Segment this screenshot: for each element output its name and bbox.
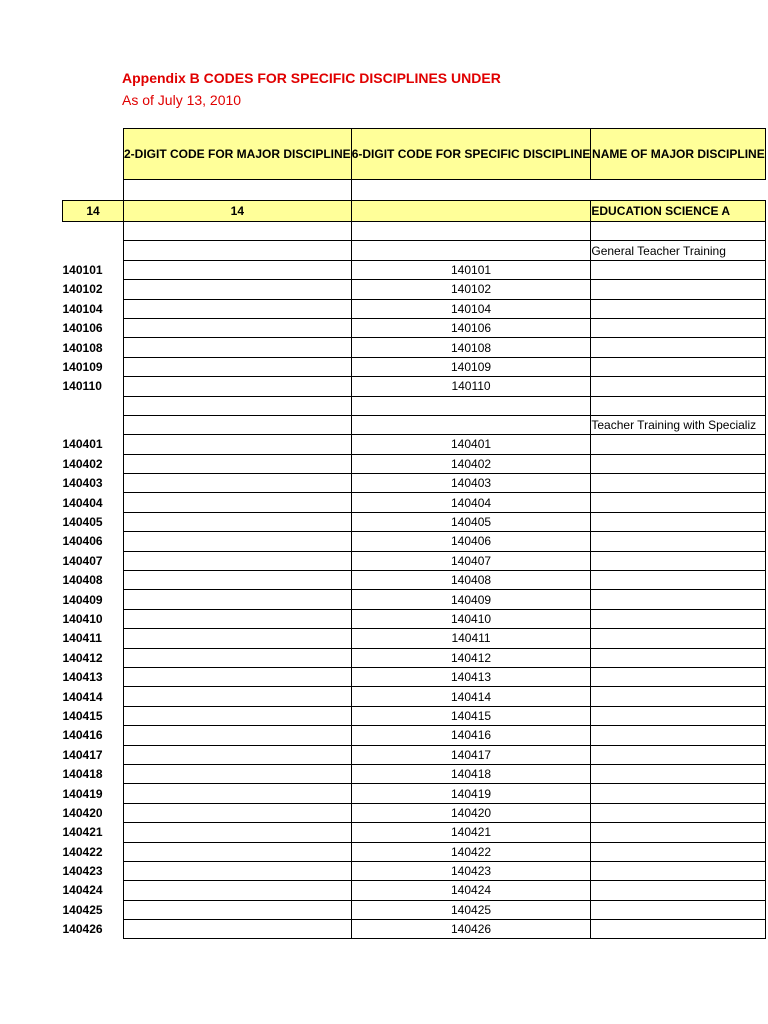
row-discipline-name[interactable] [591,629,766,648]
row-discipline-name[interactable] [591,299,766,318]
row-2digit-code[interactable] [124,687,352,706]
row-discipline-name[interactable] [591,318,766,337]
row-discipline-name[interactable] [591,881,766,900]
row-discipline-name[interactable] [591,590,766,609]
row-discipline-name[interactable] [591,377,766,396]
row-6digit-code[interactable]: 140422 [351,842,591,861]
row-lead-code: 140102 [62,282,103,297]
cell-empty[interactable] [351,396,591,415]
spacer-row [63,396,766,415]
row-2digit-code[interactable] [124,706,352,725]
row-2digit-code[interactable] [124,512,352,531]
row-lead-code: 140109 [62,359,103,374]
row-6digit-code[interactable]: 140404 [351,493,591,512]
row-lead-code: 140422 [62,844,103,859]
cell-empty[interactable] [591,222,766,241]
row-6digit-code[interactable]: 140102 [351,280,591,299]
group-name[interactable]: General Teacher Training [591,241,766,260]
table-row [63,609,766,628]
cell-empty[interactable] [351,415,591,434]
row-2digit-code[interactable] [124,532,352,551]
spacer-row [63,222,766,241]
row-2digit-code[interactable] [124,823,352,842]
cell-empty[interactable] [124,222,352,241]
row-lead-code: 140101 [62,262,103,277]
header-6digit[interactable]: 6-DIGIT CODE FOR SPECIFIC DISCIPLINE [351,129,591,180]
header-2digit[interactable]: 2-DIGIT CODE FOR MAJOR DISCIPLINE [124,129,352,180]
table-row [63,435,766,454]
row-lead-code: 140421 [62,825,103,840]
row-2digit-code[interactable] [124,881,352,900]
row-2digit-code[interactable] [124,377,352,396]
row-2digit-code[interactable] [124,764,352,783]
cell-empty [63,222,124,241]
row-lead-code: 140401 [62,437,103,452]
table-row [63,590,766,609]
row-6digit-code[interactable]: 140409 [351,590,591,609]
row-lead-code: 140415 [62,708,103,723]
row-6digit-code[interactable]: 140401 [351,435,591,454]
row-lead-code: 140407 [62,553,103,568]
row-2digit-code[interactable] [124,726,352,745]
cell-empty [63,415,124,434]
row-lead-code: 140423 [62,864,103,879]
cell-empty[interactable] [124,241,352,260]
row-6digit-code[interactable]: 140108 [351,338,591,357]
row-discipline-name[interactable] [591,842,766,861]
row-discipline-name[interactable] [591,667,766,686]
cell-empty [591,180,766,201]
table-row [63,745,766,764]
row-discipline-name[interactable] [591,493,766,512]
row-discipline-name[interactable] [591,861,766,880]
row-2digit-code[interactable] [124,571,352,590]
row-2digit-code[interactable] [124,667,352,686]
table-row [63,551,766,570]
row-2digit-code[interactable] [124,629,352,648]
row-6digit-code[interactable]: 140407 [351,551,591,570]
row-6digit-code[interactable]: 140421 [351,823,591,842]
table-row [63,512,766,531]
table-row [63,726,766,745]
row-discipline-name[interactable] [591,280,766,299]
row-2digit-code[interactable] [124,784,352,803]
row-6digit-code[interactable]: 140101 [351,260,591,279]
row-6digit-code[interactable]: 140426 [351,920,591,939]
row-discipline-name[interactable] [591,454,766,473]
row-2digit-code[interactable] [124,280,352,299]
row-2digit-code[interactable] [124,745,352,764]
row-2digit-code[interactable] [124,920,352,939]
cell-empty [63,241,124,260]
row-6digit-code[interactable]: 140408 [351,571,591,590]
row-6digit-code[interactable]: 140413 [351,667,591,686]
document-date: As of July 13, 2010 [122,92,242,108]
table-row [63,784,766,803]
row-discipline-name[interactable] [591,357,766,376]
row-6digit-code[interactable]: 140406 [351,532,591,551]
table-row [63,280,766,299]
row-discipline-name[interactable] [591,745,766,764]
row-6digit-code[interactable]: 140403 [351,474,591,493]
major-6digit-code[interactable] [351,201,591,222]
table-row [63,629,766,648]
row-discipline-name[interactable] [591,726,766,745]
row-lead-code: 140403 [62,476,103,491]
row-lead-code: 140414 [62,689,103,704]
row-6digit-code[interactable]: 140419 [351,784,591,803]
cell-empty[interactable] [124,396,352,415]
cell-empty [63,180,124,201]
table-row [63,260,766,279]
cell-empty[interactable] [591,396,766,415]
table-row [63,842,766,861]
row-2digit-code[interactable] [124,551,352,570]
table-row [63,706,766,725]
row-6digit-code[interactable]: 140416 [351,726,591,745]
row-6digit-code[interactable]: 140420 [351,803,591,822]
row-lead-code: 140409 [62,592,103,607]
row-discipline-name[interactable] [591,784,766,803]
row-2digit-code[interactable] [124,861,352,880]
group-header-row [63,415,766,434]
row-discipline-name[interactable] [591,609,766,628]
row-discipline-name[interactable] [591,803,766,822]
header-cell-empty [63,129,124,180]
table-row [63,532,766,551]
row-6digit-code[interactable]: 140423 [351,861,591,880]
document-title: Appendix B CODES FOR SPECIFIC DISCIPLINES UNDER [122,70,501,86]
row-lead-code: 140417 [62,747,103,762]
row-6digit-code[interactable]: 140412 [351,648,591,667]
cell-empty[interactable] [351,222,591,241]
spacer-row [63,180,766,201]
row-discipline-name[interactable] [591,474,766,493]
table-row [63,493,766,512]
row-6digit-code[interactable]: 140410 [351,609,591,628]
cell-empty[interactable] [351,241,591,260]
table-row [63,687,766,706]
row-2digit-code[interactable] [124,474,352,493]
row-6digit-code[interactable]: 140424 [351,881,591,900]
row-2digit-code[interactable] [124,318,352,337]
table-row [63,299,766,318]
cell-empty[interactable] [124,180,352,201]
row-6digit-code[interactable]: 140425 [351,900,591,919]
major-discipline-name[interactable]: EDUCATION SCIENCE A [591,201,766,222]
row-discipline-name[interactable] [591,764,766,783]
row-lead-code: 140412 [62,650,103,665]
row-6digit-code[interactable]: 140414 [351,687,591,706]
discipline-codes-table [62,128,766,939]
table-row [63,803,766,822]
cell-empty[interactable] [124,415,352,434]
row-discipline-name[interactable] [591,260,766,279]
row-lead-code: 140425 [62,902,103,917]
row-discipline-name[interactable] [591,571,766,590]
major-2digit-code[interactable]: 14 [124,201,352,222]
row-2digit-code[interactable] [124,454,352,473]
row-discipline-name[interactable] [591,648,766,667]
row-discipline-name[interactable] [591,338,766,357]
row-6digit-code[interactable]: 140411 [351,629,591,648]
row-6digit-code[interactable]: 140402 [351,454,591,473]
header-row [63,129,766,180]
row-2digit-code[interactable] [124,609,352,628]
row-lead-code: 140104 [62,301,103,316]
row-discipline-name[interactable] [591,435,766,454]
row-lead-code: 140426 [62,922,103,937]
row-2digit-code[interactable] [124,338,352,357]
row-6digit-code[interactable]: 140110 [351,377,591,396]
row-discipline-name[interactable] [591,706,766,725]
table-row [63,474,766,493]
row-lead-code: 140410 [62,612,103,626]
row-lead-code: 140106 [62,321,103,336]
table-row [63,881,766,900]
row-2digit-code[interactable] [124,803,352,822]
group-header-row [63,241,766,260]
row-6digit-code[interactable]: 140417 [351,745,591,764]
row-discipline-name[interactable] [591,512,766,531]
row-lead-code: 140411 [62,631,102,646]
group-name[interactable]: Teacher Training with Specializ [591,415,766,434]
row-discipline-name[interactable] [591,920,766,939]
row-discipline-name[interactable] [591,900,766,919]
header-name[interactable]: NAME OF MAJOR DISCIPLINE [591,129,766,180]
row-lead-code: 140408 [62,573,103,588]
table-row [63,571,766,590]
major-discipline-row [63,201,766,222]
row-lead-code: 140418 [62,767,103,782]
row-6digit-code[interactable]: 140415 [351,706,591,725]
table-row [63,377,766,396]
table-row [63,338,766,357]
row-lead-code: 140110 [62,379,102,394]
row-2digit-code[interactable] [124,357,352,376]
table-row [63,357,766,376]
row-2digit-code[interactable] [124,648,352,667]
row-6digit-code[interactable]: 140418 [351,764,591,783]
table-row [63,920,766,939]
row-lead-code: 140405 [62,515,103,530]
row-2digit-code[interactable] [124,590,352,609]
table-row [63,667,766,686]
row-lead-code: 140108 [62,340,103,355]
row-discipline-name[interactable] [591,687,766,706]
table-row [63,454,766,473]
row-discipline-name[interactable] [591,823,766,842]
table-row [63,764,766,783]
table-row [63,861,766,880]
row-lead-code: 140419 [62,786,103,801]
row-lead-code: 140406 [62,534,103,549]
row-2digit-code[interactable] [124,900,352,919]
row-discipline-name[interactable] [591,551,766,570]
row-lead-code: 140416 [62,728,103,743]
cell-empty [351,180,591,201]
row-lead-code: 140424 [62,883,103,898]
table-row [63,823,766,842]
row-6digit-code[interactable]: 140106 [351,318,591,337]
row-lead-code: 140413 [62,670,103,685]
row-2digit-code[interactable] [124,299,352,318]
row-2digit-code[interactable] [124,260,352,279]
table-row [63,900,766,919]
row-lead-code: 140420 [62,805,103,820]
row-6digit-code[interactable]: 140109 [351,357,591,376]
row-discipline-name[interactable] [591,532,766,551]
table-row [63,648,766,667]
row-6digit-code[interactable]: 140104 [351,299,591,318]
row-6digit-code[interactable]: 140405 [351,512,591,531]
cell-empty [63,396,124,415]
row-2digit-code[interactable] [124,842,352,861]
row-lead-code: 140402 [62,456,103,471]
row-2digit-code[interactable] [124,493,352,512]
row-lead-code: 140404 [62,495,103,510]
table-row [63,318,766,337]
row-2digit-code[interactable] [124,435,352,454]
major-lead-code[interactable]: 14 [63,201,124,222]
